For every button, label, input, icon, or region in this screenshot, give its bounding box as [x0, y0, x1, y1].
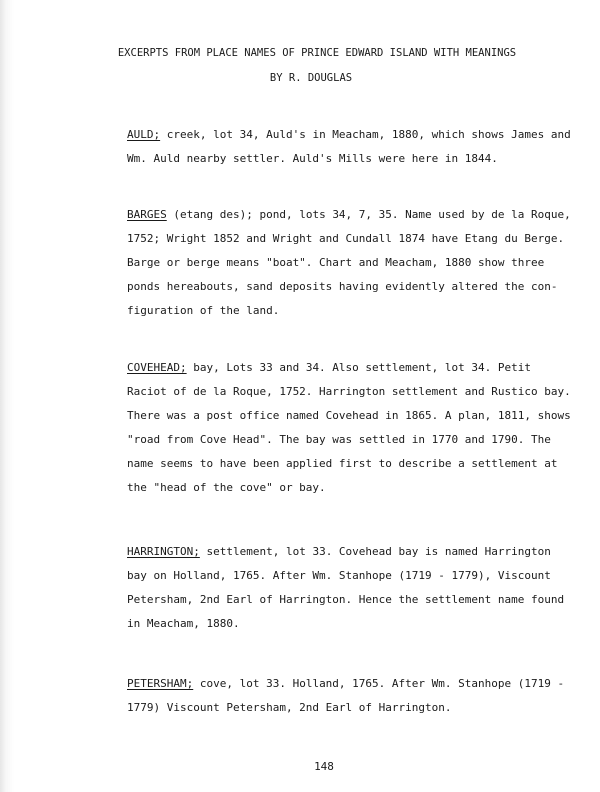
entry-line	[127, 672, 567, 696]
entry-line: bay on Holland, 1765. After Wm. Stanhope (1719 - 1779), Viscount	[127, 569, 551, 582]
entry-text: creek, lot 34, Auld's in Meacham, 1880, which shows James and	[160, 128, 571, 141]
entry-line: figuration of the land.	[127, 304, 280, 317]
entry-auld	[127, 123, 571, 171]
entry-line: 1752; Wright 1852 and Wright and Cundall 1874 have Etang du Berge.	[127, 232, 565, 245]
entry-text: cove, lot 33. Holland, 1765. After Wm. Stanhope (1719 -	[193, 677, 565, 690]
entry-barges	[127, 203, 571, 323]
entry-line	[127, 540, 567, 564]
page-number: 148	[314, 760, 334, 773]
entry-line: Wm. Auld nearby settler. Auld's Mills were here in 1844.	[127, 152, 498, 165]
entry-term: HARRINGTON;	[127, 545, 200, 558]
entry-term: COVEHEAD;	[127, 361, 187, 374]
entry-line	[127, 123, 571, 147]
entry-line: Raciot of de la Roque, 1752. Harrington settlement and Rustico bay.	[127, 385, 571, 398]
entry-text: (etang des); pond, lots 34, 7, 35. Name used by de la Roque,	[166, 208, 571, 221]
entry-text: settlement, lot 33. Covehead bay is named Harrington	[199, 545, 551, 558]
entry-term: AULD;	[127, 128, 161, 141]
document-author: BY R. DOUGLAS	[269, 72, 353, 84]
entry-line: "road from Cove Head". The bay was settled in 1770 and 1790. The	[127, 433, 551, 446]
document-title: EXCERPTS FROM PLACE NAMES OF PRINCE EDWARD ISLAND WITH MEANINGS	[117, 47, 517, 59]
entry-line	[127, 356, 567, 380]
entry-petersham	[127, 672, 567, 720]
entry-line: Petersham, 2nd Earl of Harrington. Hence the settlement name found	[127, 593, 565, 606]
entry-line: the "head of the cove" or bay.	[127, 481, 326, 494]
entry-term: BARGES	[127, 208, 167, 221]
entry-line: name seems to have been applied first to describe a settlement at	[127, 457, 558, 470]
entry-text: bay, Lots 33 and 34. Also settlement, lot 34. Petit	[186, 361, 531, 374]
entry-line	[127, 203, 571, 227]
entry-harrington	[127, 540, 567, 636]
entry-line: in Meacham, 1880.	[127, 617, 240, 630]
entry-covehead	[127, 356, 571, 500]
entry-line: ponds hereabouts, sand deposits having evidently altered the con-	[127, 280, 558, 293]
entry-term: PETERSHAM;	[127, 677, 194, 690]
entry-line: There was a post office named Covehead in 1865. A plan, 1811, shows	[127, 409, 571, 422]
entry-line: 1779) Viscount Petersham, 2nd Earl of Harrington.	[127, 701, 452, 714]
entry-line: Barge or berge means "boat". Chart and Meacham, 1880 show three	[127, 256, 545, 269]
